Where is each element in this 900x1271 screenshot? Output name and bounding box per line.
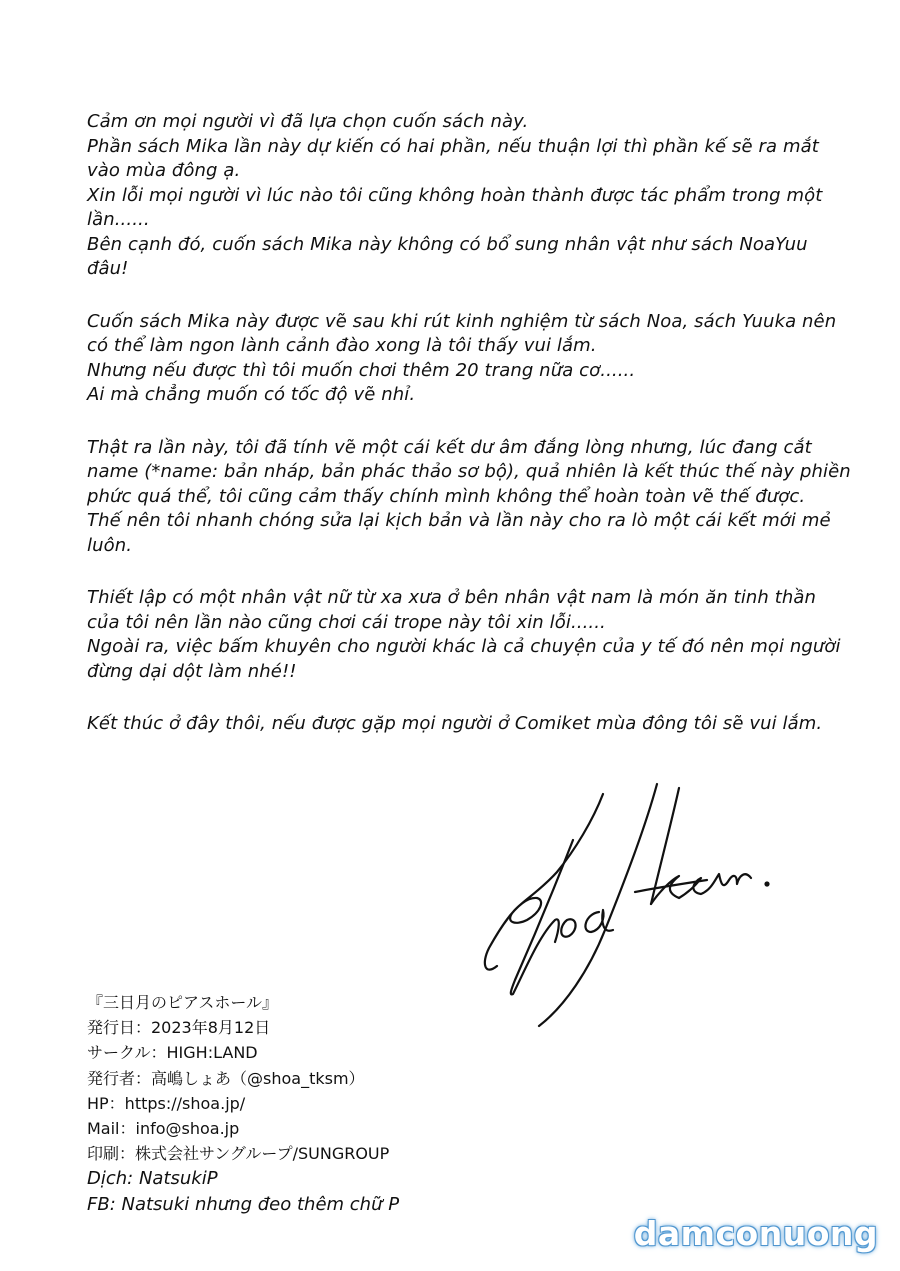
colophon (87, 990, 607, 1218)
signature-stroke-h (511, 840, 573, 994)
publisher: 発行者：高嶋しょあ（@shoa_tksm） (87, 1068, 365, 1088)
text-line: Thế nên tôi nhanh chóng sửa lại kịch bản và lần này cho ra lò một cái kết mới mẻ (87, 510, 831, 531)
text-line: phức quá thể, tôi cũng cảm thấy chính mình không thể hoàn toàn vẽ thế được. (87, 485, 806, 507)
paragraph (87, 310, 837, 408)
text-line: Nhưng nếu được thì tôi muốn chơi thêm 20 trang nữa cơ...... (87, 359, 636, 381)
circle-name: サークル：HIGH:LAND (87, 1043, 258, 1063)
text-line: lần...... (87, 209, 150, 230)
text-line: có thể làm ngon lành cảnh đào xong là tôi thấy vui lắm. (87, 335, 597, 356)
text-line: vào mùa đông ạ. (87, 160, 241, 181)
facebook-credit: FB: Natsuki nhưng đeo thêm chữ P (87, 1194, 400, 1216)
text-line: Kết thúc ở đây thôi, nếu được gặp mọi người ở Comiket mùa đông tôi sẽ vui lắm. (87, 713, 823, 734)
text-line: Cuốn sách Mika này được vẽ sau khi rút kinh nghiệm từ sách Noa, sách Yuuka nên (87, 310, 837, 332)
signature-stroke-ksm (651, 874, 751, 904)
text-line: đừng dại dột làm nhé!! (87, 660, 297, 682)
signature-stroke-o (561, 919, 575, 936)
paragraph (87, 436, 851, 559)
text-line: Phần sách Mika lần này dự kiến có hai phần, nếu thuận lợi thì phần kế sẽ ra mắt (87, 135, 819, 157)
paragraph (87, 586, 841, 684)
paragraph (87, 712, 823, 737)
signature-stroke-s (485, 794, 603, 970)
publish-date: 発行日：2023年8月12日 (87, 1018, 271, 1038)
text-line: Bên cạnh đó, cuốn sách Mika này không có bổ sung nhân vật như sách NoaYuu (87, 233, 808, 255)
text-line: đâu! (87, 258, 129, 279)
text-line: Ngoài ra, việc bấm khuyên cho người khác là cả chuyện của y tế đó nên mọi người (87, 636, 841, 657)
text-line: Thật ra lần này, tôi đã tính vẽ một cái kết dư âm đắng lòng nhưng, lúc đang cắt (87, 436, 812, 458)
text-line: Xin lỗi mọi người vì lúc nào tôi cũng không hoàn thành được tác phẩm trong một (87, 184, 823, 206)
paragraph (87, 110, 823, 282)
text-line: Ai mà chẳng muốn có tốc độ vẽ nhỉ. (87, 384, 416, 405)
site-watermark: damconuong (633, 1214, 878, 1253)
translator-credit: Dịch: NatsukiP (87, 1168, 218, 1190)
text-line: Thiết lập có một nhân vật nữ từ xa xưa ở bên nhân vật nam là món ăn tinh thần (87, 587, 817, 608)
book-title: 『三日月のピアスホール』 (87, 993, 279, 1012)
homepage: HP：https://shoa.jp/ (87, 1093, 246, 1113)
text-line: Cảm ơn mọi người vì đã lựa chọn cuốn sách này. (87, 111, 529, 132)
afterword-letter (87, 110, 851, 765)
printer: 印刷：株式会社サングループ/SUNGROUP (87, 1144, 390, 1164)
mail: Mail：info@shoa.jp (87, 1119, 240, 1139)
text-line: name (*name: bản nháp, bản phác thảo sơ bộ), quả nhiên là kết thúc thế này phiền (87, 461, 851, 482)
text-line: luôn. (87, 534, 133, 556)
signature-dot (764, 881, 769, 886)
text-line: của tôi nên lần nào cũng chơi cái trope này tôi xin lỗi...... (87, 611, 606, 633)
